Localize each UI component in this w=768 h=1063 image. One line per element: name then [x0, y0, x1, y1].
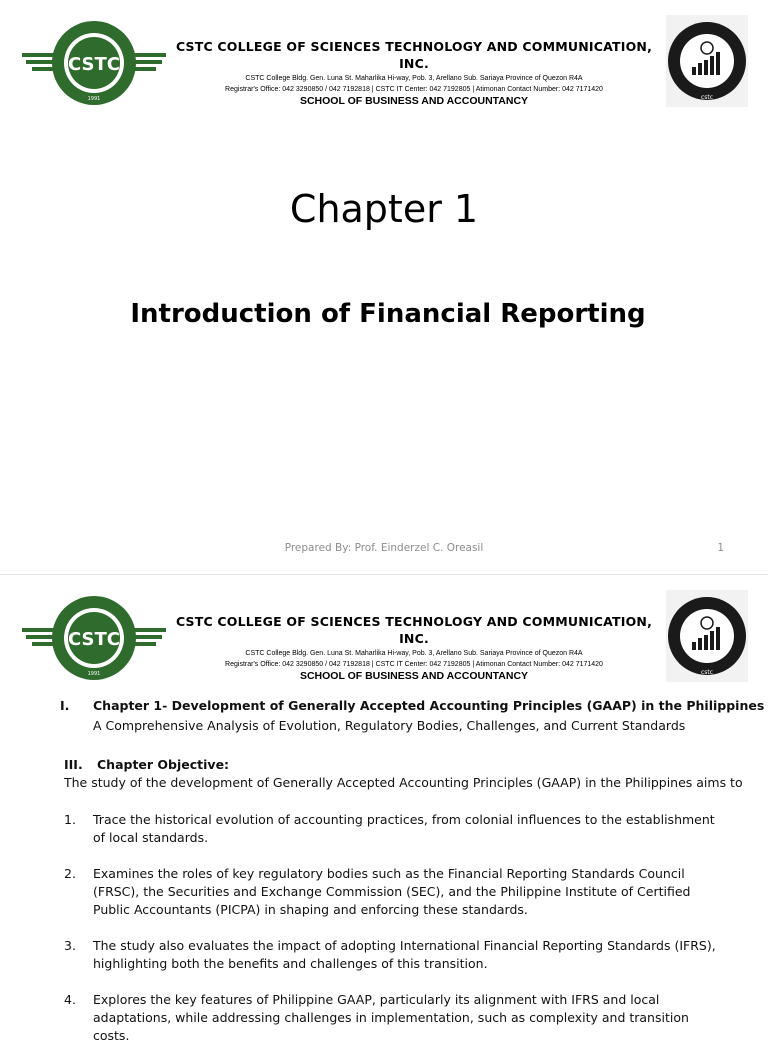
page-2	[0, 575, 768, 1043]
list-item	[64, 991, 724, 1045]
section-3-title: Chapter Objective:	[97, 757, 230, 772]
list-item	[64, 811, 724, 847]
cstc-logo-text: CSTC	[68, 54, 120, 75]
list-item-text: The study also evaluates the impact of adopting International Financial Reporting Standards (IFRS), highlighting both the benefits and challenges of this transition.	[93, 938, 716, 971]
letterhead	[0, 0, 768, 110]
list-item-text: Examines the roles of key regulatory bodies such as the Financial Reporting Standards Council (FRSC), the Securities and Exchange Commission (SEC), and the Philippine Institute of Certified Public Accountants (PICPA) in shaping and enforcing these standards.	[93, 866, 691, 917]
chapter-heading: Chapter 1	[289, 187, 479, 231]
list-item-text: Trace the historical evolution of accounting practices, from colonial influences to the establishment of local standards.	[93, 812, 715, 845]
sba-seal	[666, 15, 748, 107]
list-item	[64, 937, 724, 973]
objective-intro: The study of the development of Generally Accepted Accounting Principles (GAAP) in the Philippines aims to	[64, 775, 743, 790]
sba-seal	[666, 590, 748, 682]
college-address: CSTC College Bldg. Gen. Luna St. Maharlika Hi-way, Pob. 3, Arellano Sub. Sariaya Province of Quezon R4A	[245, 75, 583, 82]
section-1-subtitle: A Comprehensive Analysis of Evolution, Regulatory Bodies, Challenges, and Current Standards	[93, 718, 686, 733]
page-number: 1	[717, 542, 724, 554]
school-name: SCHOOL OF BUSINESS AND ACCOUNTANCY	[299, 670, 529, 682]
objectives-list	[64, 811, 724, 1063]
cstc-logo-year: 1991	[87, 671, 101, 677]
section-3-number: III.	[64, 757, 83, 772]
college-contacts: Registrar's Office: 042 3290850 / 042 7192818 | CSTC IT Center: 042 7192805 | Atimonan Contact Number: 042 7171420	[225, 661, 603, 668]
cstc-logo-year: 1991	[87, 96, 101, 102]
list-item-number: 1.	[64, 812, 76, 827]
cstc-logo-text: CSTC	[68, 629, 120, 650]
letterhead	[0, 575, 768, 685]
sba-seal-bottom: cstc	[700, 669, 714, 676]
section-1-number: I.	[60, 698, 70, 713]
sba-seal-bottom: cstc	[700, 94, 714, 101]
college-name: CSTC COLLEGE OF SCIENCES TECHNOLOGY AND COMMUNICATION, INC.	[175, 39, 653, 71]
college-name: CSTC COLLEGE OF SCIENCES TECHNOLOGY AND COMMUNICATION, INC.	[175, 614, 653, 646]
college-contacts: Registrar's Office: 042 3290850 / 042 7192818 | CSTC IT Center: 042 7192805 | Atimonan Contact Number: 042 7171420	[225, 86, 603, 93]
list-item-number: 3.	[64, 938, 76, 953]
cstc-logo	[22, 595, 166, 681]
chapter-title: Introduction of Financial Reporting	[130, 299, 646, 329]
list-item-number: 4.	[64, 992, 76, 1007]
cstc-logo	[22, 20, 166, 106]
list-item	[64, 865, 724, 919]
list-item-number: 2.	[64, 866, 76, 881]
college-address: CSTC College Bldg. Gen. Luna St. Maharlika Hi-way, Pob. 3, Arellano Sub. Sariaya Province of Quezon R4A	[245, 650, 583, 657]
list-item-text: Explores the key features of Philippine GAAP, particularly its alignment with IFRS and local adaptations, while addressing challenges in implementation, such as complexity and transition costs.	[93, 992, 689, 1043]
section-1-title: Chapter 1- Development of Generally Accepted Accounting Principles (GAAP) in the Philippines	[93, 698, 765, 713]
prepared-by: Prepared By: Prof. Einderzel C. Oreasil	[284, 542, 484, 554]
section-3-heading	[64, 757, 229, 772]
section-1-heading	[60, 698, 764, 713]
school-name: SCHOOL OF BUSINESS AND ACCOUNTANCY	[299, 95, 529, 107]
